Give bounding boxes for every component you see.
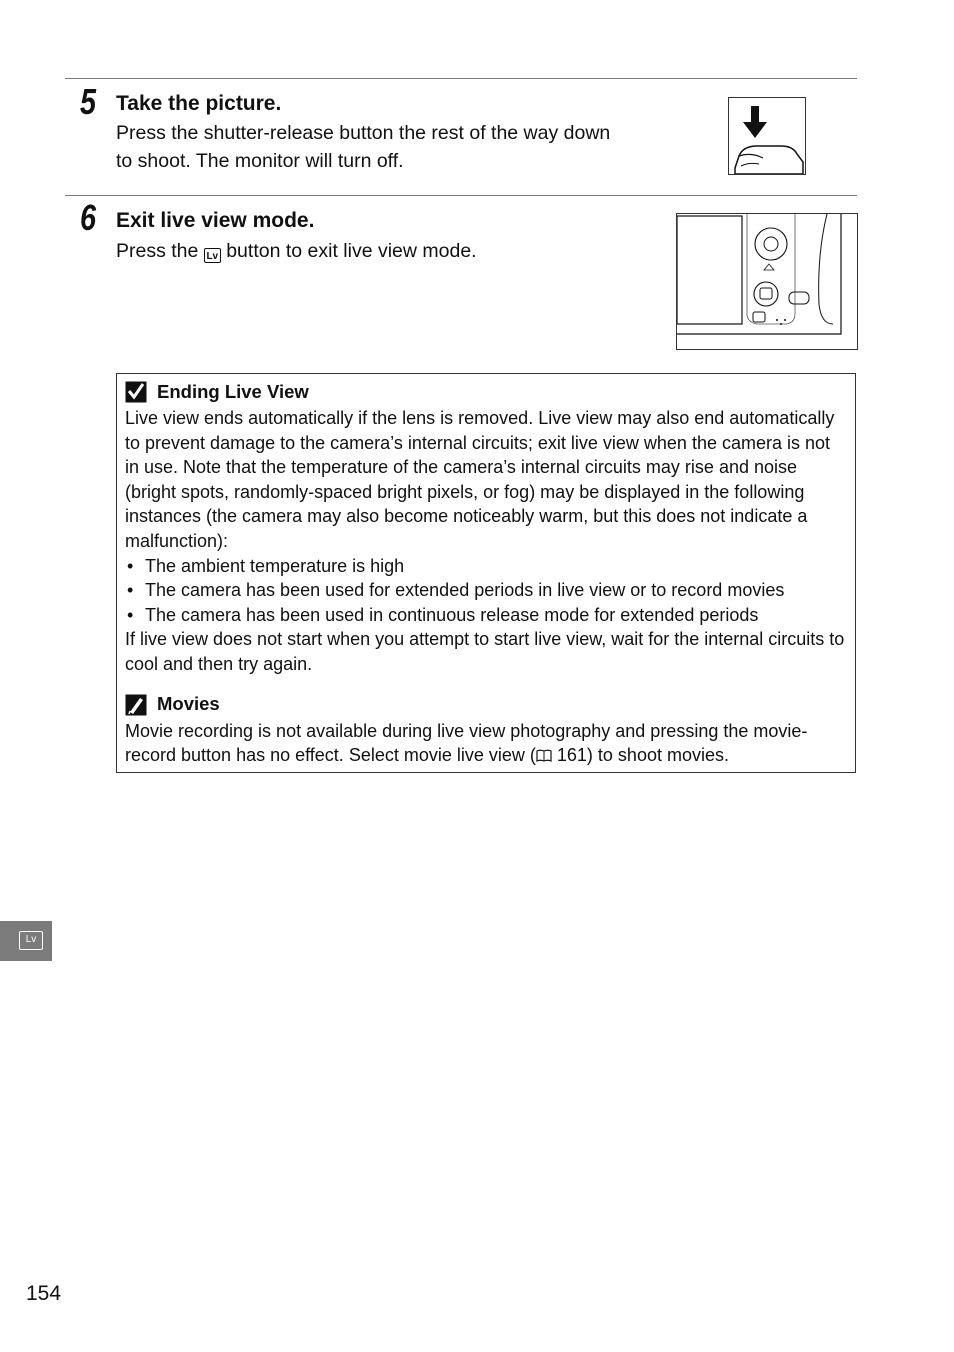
page-number: 154 xyxy=(26,1282,62,1305)
movies-text-before: Movie recording is not available during live view photography and pressing the movie-record button has no effect. Select movie live view ( xyxy=(125,720,808,766)
movies-text xyxy=(125,719,847,768)
step-5-title: Take the picture. xyxy=(116,92,282,115)
ending-live-view-para1: Live view ends automatically if the lens is removed. Live view may also end automatically to prevent damage to the camera’s internal circuits; exit live view when the camera is not in use. Note that the temperature of the camera’s internal circuits may rise and noise (bright spots, randomly-spaced bright pixels, or fog) may be displayed in the following instances (the camera may also become noticeably warm, but this does not indicate a malfunction): xyxy=(125,408,835,551)
ending-live-view-bullets xyxy=(125,554,847,628)
step-6-text xyxy=(116,237,477,265)
step-6-divider xyxy=(65,195,857,196)
step-5-number: 5 xyxy=(80,81,97,122)
movies-heading xyxy=(125,691,847,719)
ending-live-view-heading xyxy=(125,378,847,406)
list-item: • The camera has been used in continuous release mode for extended periods xyxy=(125,603,847,628)
step-5-text xyxy=(116,119,610,175)
pencil-note-icon xyxy=(125,694,147,716)
section-side-tab xyxy=(0,921,52,961)
step-6-text-before: Press the xyxy=(116,240,204,262)
ending-live-view-para2: If live view does not start when you attempt to start live view, wait for the internal circuits to cool and then try again. xyxy=(125,629,845,674)
list-item: • The ambient temperature is high xyxy=(125,554,847,579)
step-6-number: 6 xyxy=(80,197,97,238)
finger-pressing-icon xyxy=(729,98,805,174)
ending-live-view-title: Ending Live View xyxy=(157,380,309,402)
movies-title: Movies xyxy=(157,693,220,715)
movies-page-ref[interactable]: 161 xyxy=(551,745,587,766)
book-page-ref-icon xyxy=(536,749,552,762)
live-view-button-icon: Lv xyxy=(204,248,221,263)
movies-text-after: ) to shoot movies. xyxy=(586,745,729,766)
shutter-press-illustration xyxy=(728,97,806,175)
step-5-text-line2: to shoot. The monitor will turn off. xyxy=(116,150,404,172)
caution-check-icon xyxy=(125,381,147,403)
camera-back-illustration xyxy=(676,213,858,350)
step-6-title: Exit live view mode. xyxy=(116,209,315,232)
notes-box xyxy=(116,373,856,773)
step-5-text-line1: Press the shutter-release button the rest of the way down xyxy=(116,122,611,144)
step-5-divider xyxy=(65,78,857,79)
live-view-tab-icon: Lv xyxy=(19,931,43,950)
camera-back-icon xyxy=(677,214,857,349)
list-item: • The camera has been used for extended periods in live view or to record movies xyxy=(125,578,847,603)
step-6-text-after: button to exit live view mode. xyxy=(220,240,477,262)
